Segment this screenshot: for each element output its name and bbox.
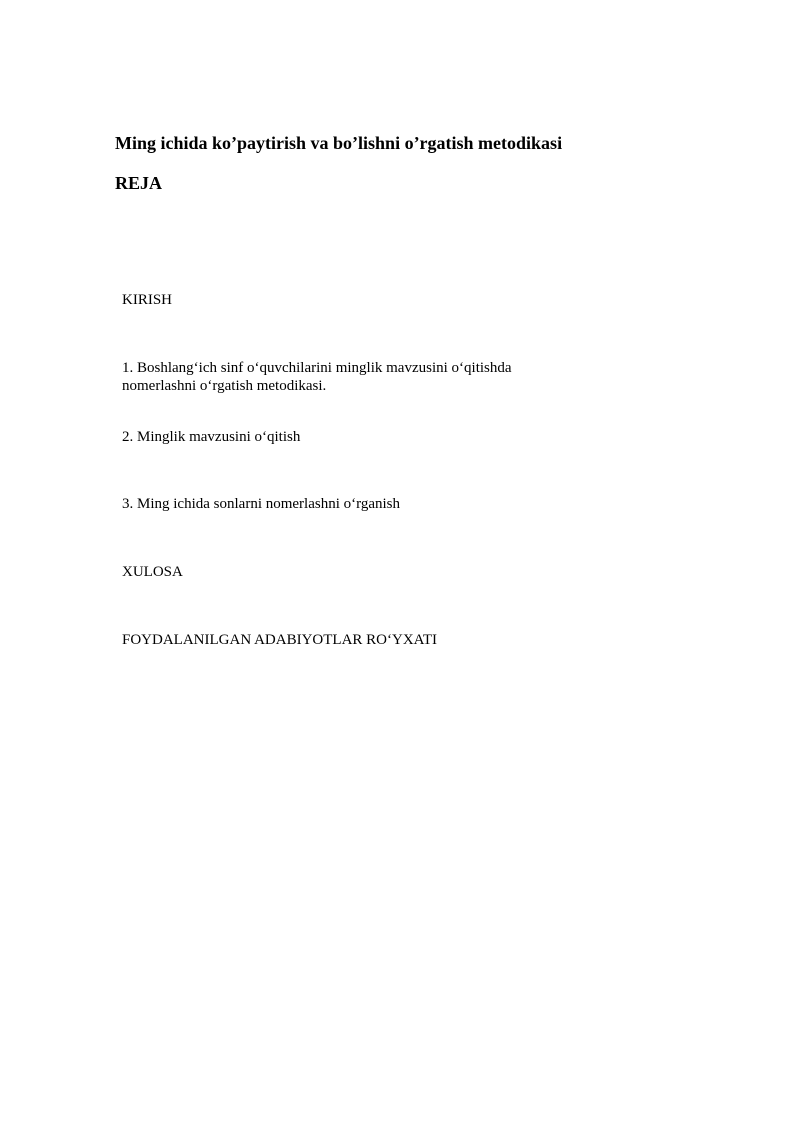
plan-heading: REJA [115, 173, 163, 193]
plan-item-intro: KIRISH [122, 292, 173, 308]
plan-item-2: 2. Minglik mavzusini o‘qitish [122, 429, 301, 445]
plan-item-1 [122, 359, 592, 395]
plan-item-1-line-1: 1. Boshlang‘ich sinf o‘quvchilarini minglik mavzusini o‘qitishda [122, 360, 512, 376]
document-title: Ming ichida ko’paytirish va bo’lishni o’rgatish metodikasi [115, 133, 563, 153]
plan-item-1-line-2: nomerlashni o‘rgatish metodikasi. [122, 378, 327, 394]
plan-item-conclusion: XULOSA [122, 564, 183, 580]
plan-item-references: FOYDALANILGAN ADABIYOTLAR RO‘YXATI [122, 632, 437, 648]
plan-item-3: 3. Ming ichida sonlarni nomerlashni o‘rganish [122, 496, 401, 512]
